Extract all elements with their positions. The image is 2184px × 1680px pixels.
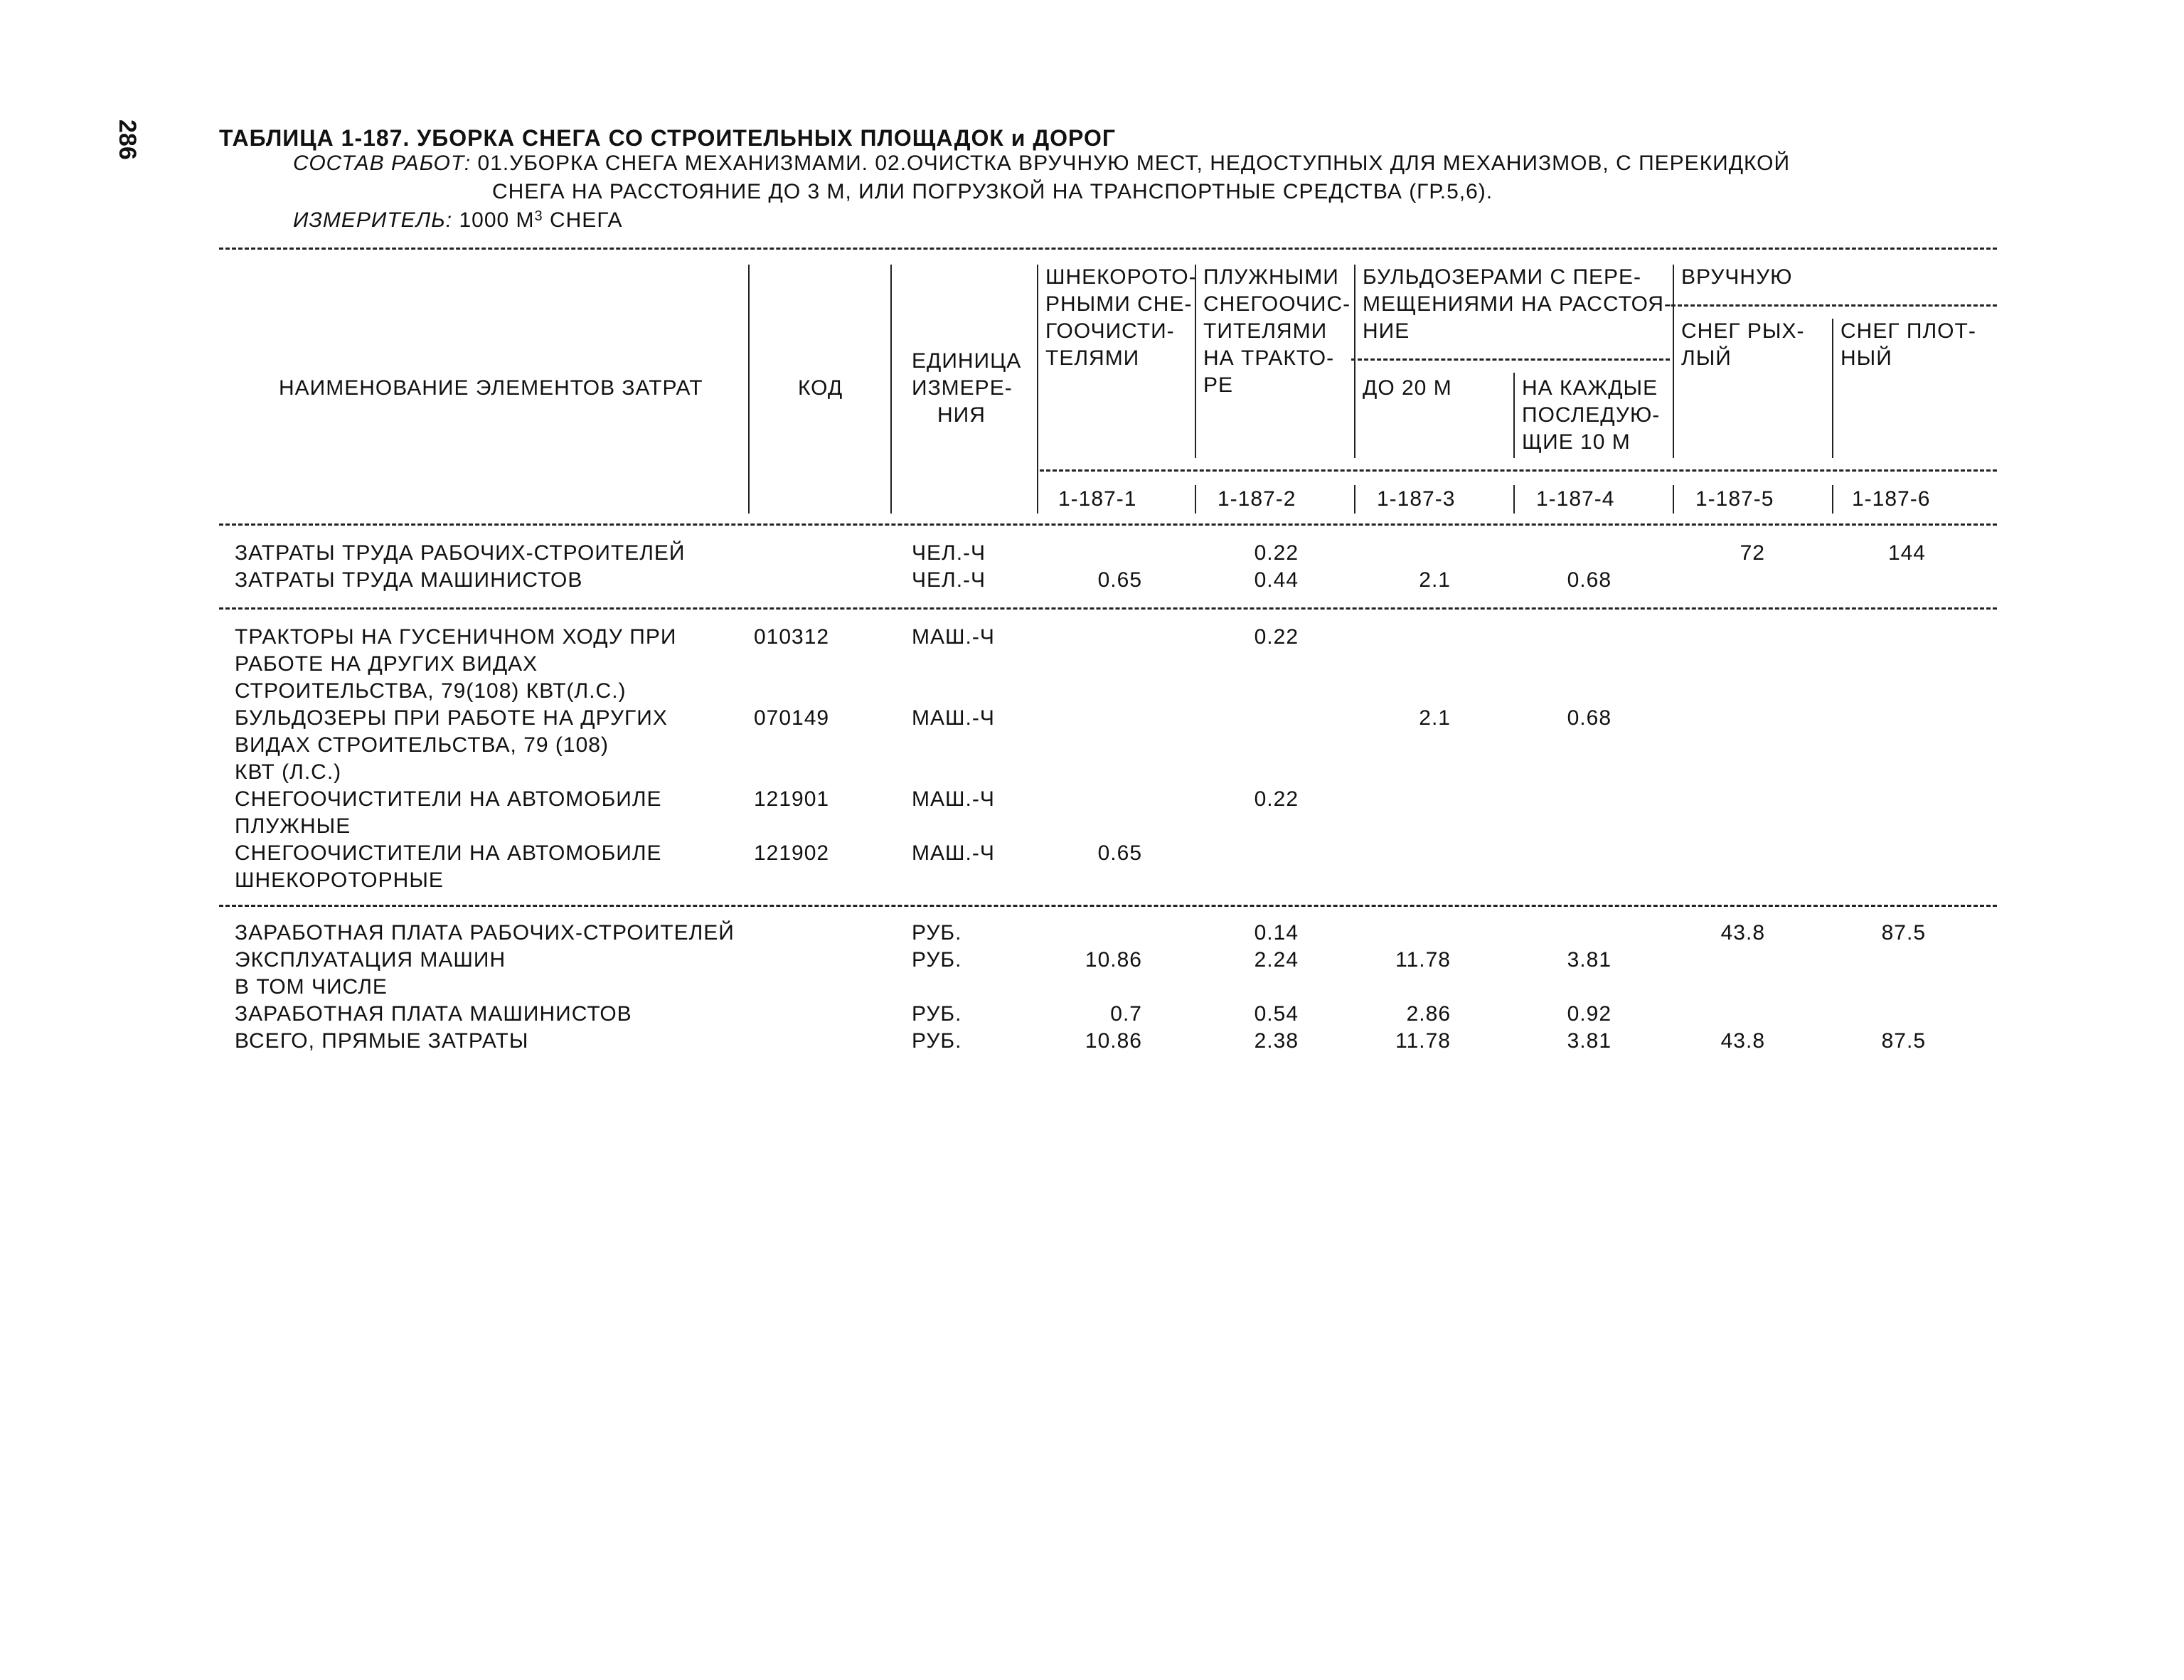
row-name-line: В ТОМ ЧИСЛЕ bbox=[235, 975, 388, 999]
header-code-2: 1-187-2 bbox=[1218, 487, 1296, 511]
composition-line-1 bbox=[293, 151, 1790, 176]
composition-line-2: СНЕГА НА РАССТОЯНИЕ ДО 3 М, ИЛИ ПОГРУЗКОЙ НА ТРАНСПОРТНЫЕ СРЕДСТВА (ГР.5,6). bbox=[492, 180, 1493, 203]
row-name-line: БУЛЬДОЗЕРЫ ПРИ РАБОТЕ НА ДРУГИХ bbox=[235, 706, 668, 730]
row-value-col-1: 0.65 bbox=[1097, 568, 1142, 592]
row-value-col-3: 11.78 bbox=[1395, 948, 1451, 972]
row-name-line: СНЕГООЧИСТИТЕЛИ НА АВТОМОБИЛЕ bbox=[235, 787, 662, 811]
row-value-col-2: 2.24 bbox=[1254, 948, 1299, 972]
row-name-line: ЗАТРАТЫ ТРУДА РАБОЧИХ-СТРОИТЕЛЕЙ bbox=[235, 541, 686, 565]
row-name-line: ЗАРАБОТНАЯ ПЛАТА РАБОЧИХ-СТРОИТЕЛЕЙ bbox=[235, 921, 735, 945]
vbar-g3b bbox=[1513, 373, 1515, 458]
row-value-col-6: 87.5 bbox=[1881, 1029, 1926, 1053]
measure-sup: 3 bbox=[534, 208, 543, 224]
rule-header-bottom bbox=[219, 523, 1997, 526]
row-value-col-2: 2.38 bbox=[1254, 1029, 1299, 1053]
row-code: 070149 bbox=[754, 706, 830, 730]
measure-line bbox=[293, 208, 623, 233]
rule-buldozer bbox=[1351, 358, 1670, 361]
header-unit-1: ЕДИНИЦА bbox=[912, 349, 1022, 373]
row-value-col-1: 10.86 bbox=[1085, 948, 1142, 972]
rule-after-labor bbox=[219, 607, 1997, 610]
row-unit: РУБ. bbox=[912, 921, 962, 945]
header-g4a-2: ЛЫЙ bbox=[1681, 346, 1732, 370]
header-g1-2: РНЫМИ СНЕ- bbox=[1045, 292, 1193, 316]
header-g3a: ДО 20 М bbox=[1363, 376, 1452, 400]
table-title: ТАБЛИЦА 1-187. УБОРКА СНЕГА СО СТРОИТЕЛЬНЫХ ПЛОЩАДОК и ДОРОГ bbox=[219, 125, 1116, 151]
row-name-line: ЗАТРАТЫ ТРУДА МАШИНИСТОВ bbox=[235, 568, 583, 592]
row-name-line: ШНЕКОРОТОРНЫЕ bbox=[235, 868, 444, 892]
row-value-col-4: 3.81 bbox=[1567, 948, 1612, 972]
row-name-line: ПЛУЖНЫЕ bbox=[235, 814, 351, 838]
rule-top bbox=[219, 248, 1997, 250]
header-g4b-2: НЫЙ bbox=[1841, 346, 1892, 370]
row-value-col-3: 11.78 bbox=[1395, 1029, 1451, 1053]
rule-codes bbox=[1040, 469, 1997, 472]
row-name-line: РАБОТЕ НА ДРУГИХ ВИДАХ bbox=[235, 652, 538, 676]
header-unit-2: ИЗМЕРЕ- bbox=[912, 376, 1013, 400]
header-g2-5: РЕ bbox=[1203, 373, 1234, 397]
header-code-1: 1-187-1 bbox=[1058, 487, 1137, 511]
row-value-col-3: 2.1 bbox=[1419, 706, 1451, 730]
row-code: 121901 bbox=[754, 787, 830, 811]
vbar-name bbox=[748, 265, 750, 514]
vbar-code4 bbox=[1513, 485, 1515, 514]
row-unit: МАШ.-Ч bbox=[912, 787, 995, 811]
vbar-code3 bbox=[1354, 485, 1355, 514]
measure-label: ИЗМЕРИТЕЛЬ: bbox=[293, 208, 453, 232]
header-code: КОД bbox=[798, 376, 843, 400]
header-code-6: 1-187-6 bbox=[1852, 487, 1931, 511]
row-value-col-2: 0.22 bbox=[1254, 541, 1299, 565]
header-g4b-1: СНЕГ ПЛОТ- bbox=[1841, 319, 1976, 343]
row-value-col-2: 0.14 bbox=[1254, 921, 1299, 945]
row-value-col-4: 0.68 bbox=[1567, 706, 1612, 730]
header-g2-4: НА ТРАКТО- bbox=[1203, 346, 1335, 370]
row-name-line: ВСЕГО, ПРЯМЫЕ ЗАТРАТЫ bbox=[235, 1029, 529, 1053]
row-unit: ЧЕЛ.-Ч bbox=[912, 568, 986, 592]
vbar-g3 bbox=[1354, 265, 1355, 458]
row-value-col-2: 0.22 bbox=[1254, 787, 1299, 811]
row-code: 010312 bbox=[754, 625, 830, 649]
row-value-col-1: 0.65 bbox=[1097, 841, 1142, 865]
vbar-g4 bbox=[1673, 265, 1674, 458]
header-g3b-1: НА КАЖДЫЕ bbox=[1522, 376, 1658, 400]
row-value-col-4: 0.68 bbox=[1567, 568, 1612, 592]
row-value-col-2: 0.44 bbox=[1254, 568, 1299, 592]
row-name-line: КВТ (Л.С.) bbox=[235, 760, 342, 784]
header-g4a-1: СНЕГ РЫХ- bbox=[1681, 319, 1805, 343]
row-value-col-5: 43.8 bbox=[1720, 1029, 1765, 1053]
row-value-col-6: 144 bbox=[1887, 541, 1926, 565]
rule-after-machines bbox=[219, 905, 1997, 907]
header-g3b-2: ПОСЛЕДУЮ- bbox=[1522, 403, 1661, 427]
header-code-3: 1-187-3 bbox=[1377, 487, 1456, 511]
vbar-g2 bbox=[1195, 265, 1196, 458]
header-g2-2: СНЕГООЧИС- bbox=[1203, 292, 1351, 316]
row-code: 121902 bbox=[754, 841, 830, 865]
row-value-col-6: 87.5 bbox=[1881, 921, 1926, 945]
vbar-code5 bbox=[1673, 485, 1674, 514]
row-value-col-1: 10.86 bbox=[1085, 1029, 1142, 1053]
row-unit: РУБ. bbox=[912, 1002, 962, 1026]
vbar-code bbox=[890, 265, 892, 514]
rule-vruchnuyu bbox=[1671, 304, 1997, 307]
header-g1-4: ТЕЛЯМИ bbox=[1045, 346, 1140, 370]
measure-tail: СНЕГА bbox=[543, 208, 623, 232]
header-g2-3: ТИТЕЛЯМИ bbox=[1203, 319, 1328, 343]
measure-value: 1000 М bbox=[452, 208, 535, 232]
vbar-code2 bbox=[1195, 485, 1196, 514]
header-code-5: 1-187-5 bbox=[1695, 487, 1774, 511]
row-value-col-3: 2.86 bbox=[1406, 1002, 1451, 1026]
row-value-col-2: 0.54 bbox=[1254, 1002, 1299, 1026]
header-g3b-3: ЩИЕ 10 М bbox=[1522, 430, 1631, 454]
row-value-col-4: 0.92 bbox=[1567, 1002, 1612, 1026]
composition-text-1: 01.УБОРКА СНЕГА МЕХАНИЗМАМИ. 02.ОЧИСТКА ВРУЧНУЮ МЕСТ, НЕДОСТУПНЫХ ДЛЯ МЕХАНИЗМОВ, С ПЕРЕКИДКОЙ bbox=[471, 151, 1791, 175]
row-name-line: ЗАРАБОТНАЯ ПЛАТА МАШИНИСТОВ bbox=[235, 1002, 632, 1026]
row-unit: МАШ.-Ч bbox=[912, 625, 995, 649]
header-g1-1: ШНЕКОРОТО- bbox=[1045, 265, 1197, 289]
header-g3-3: НИЕ bbox=[1363, 319, 1410, 343]
row-unit: МАШ.-Ч bbox=[912, 706, 995, 730]
row-name-line: ТРАКТОРЫ НА ГУСЕНИЧНОМ ХОДУ ПРИ bbox=[235, 625, 677, 649]
composition-label: СОСТАВ РАБОТ: bbox=[293, 151, 472, 175]
header-g1-3: ГООЧИСТИ- bbox=[1045, 319, 1175, 343]
row-name-line: ВИДАХ СТРОИТЕЛЬСТВА, 79 (108) bbox=[235, 733, 609, 757]
vbar-unit bbox=[1037, 265, 1038, 514]
row-name-line: ЭКСПЛУАТАЦИЯ МАШИН bbox=[235, 948, 506, 972]
header-g3-1: БУЛЬДОЗЕРАМИ С ПЕРЕ- bbox=[1363, 265, 1642, 289]
header-code-4: 1-187-4 bbox=[1536, 487, 1615, 511]
row-value-col-4: 3.81 bbox=[1567, 1029, 1612, 1053]
row-unit: РУБ. bbox=[912, 948, 962, 972]
row-unit: МАШ.-Ч bbox=[912, 841, 995, 865]
row-value-col-5: 43.8 bbox=[1720, 921, 1765, 945]
row-value-col-5: 72 bbox=[1740, 541, 1765, 565]
header-g4: ВРУЧНУЮ bbox=[1681, 265, 1793, 289]
header-g2-1: ПЛУЖНЫМИ bbox=[1203, 265, 1339, 289]
page-number: 286 bbox=[114, 119, 141, 160]
vbar-code6 bbox=[1832, 485, 1833, 514]
header-name: НАИМЕНОВАНИЕ ЭЛЕМЕНТОВ ЗАТРАТ bbox=[279, 376, 703, 400]
row-unit: РУБ. bbox=[912, 1029, 962, 1053]
row-value-col-2: 0.22 bbox=[1254, 625, 1299, 649]
row-unit: ЧЕЛ.-Ч bbox=[912, 541, 986, 565]
vbar-g4b bbox=[1832, 319, 1833, 458]
header-unit-3: НИЯ bbox=[937, 403, 986, 427]
row-value-col-3: 2.1 bbox=[1419, 568, 1451, 592]
row-name-line: СНЕГООЧИСТИТЕЛИ НА АВТОМОБИЛЕ bbox=[235, 841, 662, 865]
header-g3-2: МЕЩЕНИЯМИ НА РАССТОЯ- bbox=[1363, 292, 1672, 316]
row-name-line: СТРОИТЕЛЬСТВА, 79(108) КВТ(Л.С.) bbox=[235, 679, 627, 703]
row-value-col-1: 0.7 bbox=[1110, 1002, 1142, 1026]
